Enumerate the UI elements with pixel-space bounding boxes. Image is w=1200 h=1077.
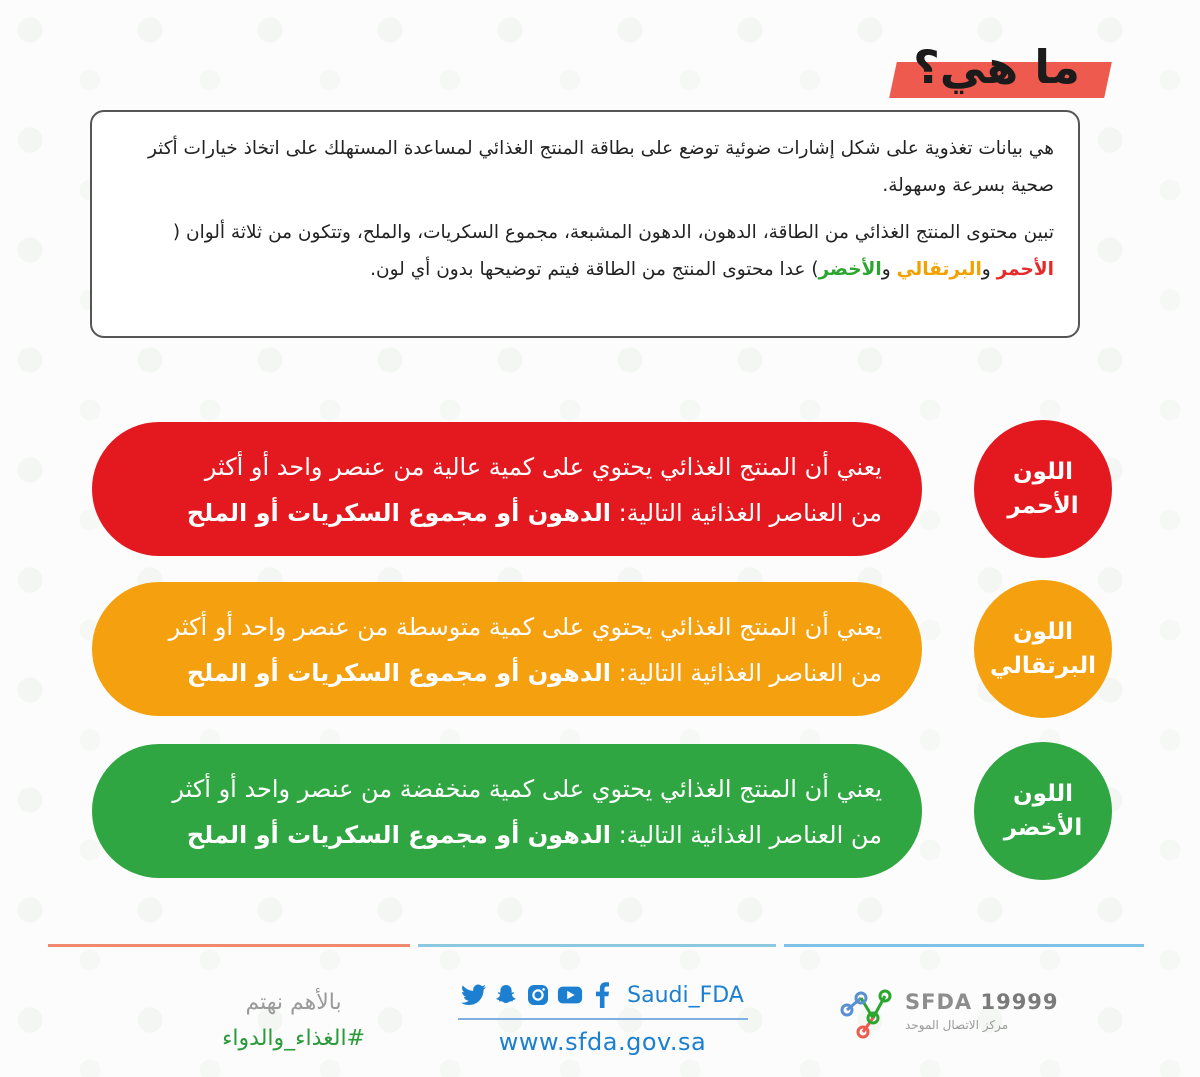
sfda-name: SFDA: [905, 990, 973, 1014]
green-badge: [974, 742, 1112, 880]
green-badge-line-2: الأخضر: [1003, 815, 1083, 841]
footer-underline: [458, 1018, 748, 1020]
orange-badge-line-2: البرتقالي: [990, 653, 1096, 679]
intro-and-2: و: [881, 259, 897, 280]
intro-orange-word: البرتقالي: [896, 259, 982, 280]
orange-row: [92, 582, 1112, 716]
red-row: [92, 422, 1112, 556]
intro-paragraph-1: هي بيانات تغذوية على شكل إشارات ضوئية توضع على بطاقة المنتج الغذائي لمساعدة المستهلك على اتخاذ خيارات أكثر صحية بسرعة وسهولة.: [147, 138, 1054, 196]
sfda-number[interactable]: 19999: [980, 990, 1059, 1014]
slogan-hashtag: #الغذاء_والدواء: [222, 1026, 365, 1051]
title-banner: [878, 40, 1108, 110]
red-line-2-start: من العناصر الغذائية التالية:: [610, 499, 882, 527]
green-row: [92, 744, 1112, 878]
red-badge: [974, 420, 1112, 558]
orange-badge-line-1: اللون: [1013, 619, 1073, 645]
orange-description-pill: [92, 582, 922, 716]
intro-text-start: تبين محتوى المنتج الغذائي من الطاقة، الدهون، الدهون المشبعة، مجموع السكريات، والملح، وتتكون من ثلاثة ألوان (: [172, 222, 1054, 243]
red-description-pill: [92, 422, 922, 556]
youtube-icon[interactable]: [557, 982, 583, 1008]
slogan-line-1: بالأهم نهتم: [245, 990, 342, 1015]
sfda-contact: [835, 982, 1065, 1052]
green-line-1: يعني أن المنتج الغذائي يحتوي على كمية منخفضة من عنصر واحد أو أكثر: [172, 775, 882, 803]
orange-line-2-bold: الدهون أو مجموع السكريات أو الملح: [186, 659, 611, 687]
divider-center: [418, 944, 776, 947]
sfda-label: [905, 990, 1059, 1014]
instagram-icon[interactable]: [525, 982, 551, 1008]
footer-slogan: [222, 985, 365, 1057]
green-line-2-bold: الدهون أو مجموع السكريات أو الملح: [186, 821, 611, 849]
red-badge-line-1: اللون: [1013, 459, 1073, 485]
red-line-1: يعني أن المنتج الغذائي يحتوي على كمية عالية من عنصر واحد أو أكثر: [204, 453, 882, 481]
social-handle[interactable]: Saudi_FDA: [627, 982, 744, 1008]
snapchat-icon[interactable]: [493, 982, 519, 1008]
twitter-icon[interactable]: [461, 982, 487, 1008]
orange-line-1: يعني أن المنتج الغذائي يحتوي على كمية متوسطة من عنصر واحد أو أكثر: [168, 613, 882, 641]
green-line-2-start: من العناصر الغذائية التالية:: [610, 821, 882, 849]
red-line-2-bold: الدهون أو مجموع السكريات أو الملح: [186, 499, 611, 527]
orange-line-2: [132, 650, 882, 696]
social-row: [455, 982, 750, 1008]
intro-paragraph-2: [116, 214, 1054, 288]
sfda-subtitle: مركز الاتصال الموحد: [905, 1018, 1009, 1032]
green-badge-line-1: اللون: [1013, 781, 1073, 807]
green-description-pill: [92, 744, 922, 878]
orange-badge: [974, 580, 1112, 718]
facebook-icon[interactable]: [589, 982, 615, 1008]
intro-text-end: ) عدا محتوى المنتج من الطاقة فيتم توضيحها بدون أي لون.: [370, 259, 819, 280]
footer-social: [455, 982, 750, 1056]
divider-right: [784, 944, 1144, 947]
intro-green-word: الأخضر: [818, 259, 882, 280]
intro-red-word: الأحمر: [996, 259, 1054, 280]
orange-line-2-start: من العناصر الغذائية التالية:: [610, 659, 882, 687]
green-line-2: [132, 812, 882, 858]
intro-box: [90, 110, 1080, 338]
intro-and-1: و: [981, 259, 997, 280]
website-link[interactable]: www.sfda.gov.sa: [498, 1028, 707, 1056]
page-title: ما هي؟: [913, 40, 1080, 94]
red-badge-line-2: الأحمر: [1007, 493, 1079, 519]
red-line-2: [132, 490, 882, 536]
sfda-logo-icon: [835, 982, 897, 1044]
divider-left: [48, 944, 410, 947]
